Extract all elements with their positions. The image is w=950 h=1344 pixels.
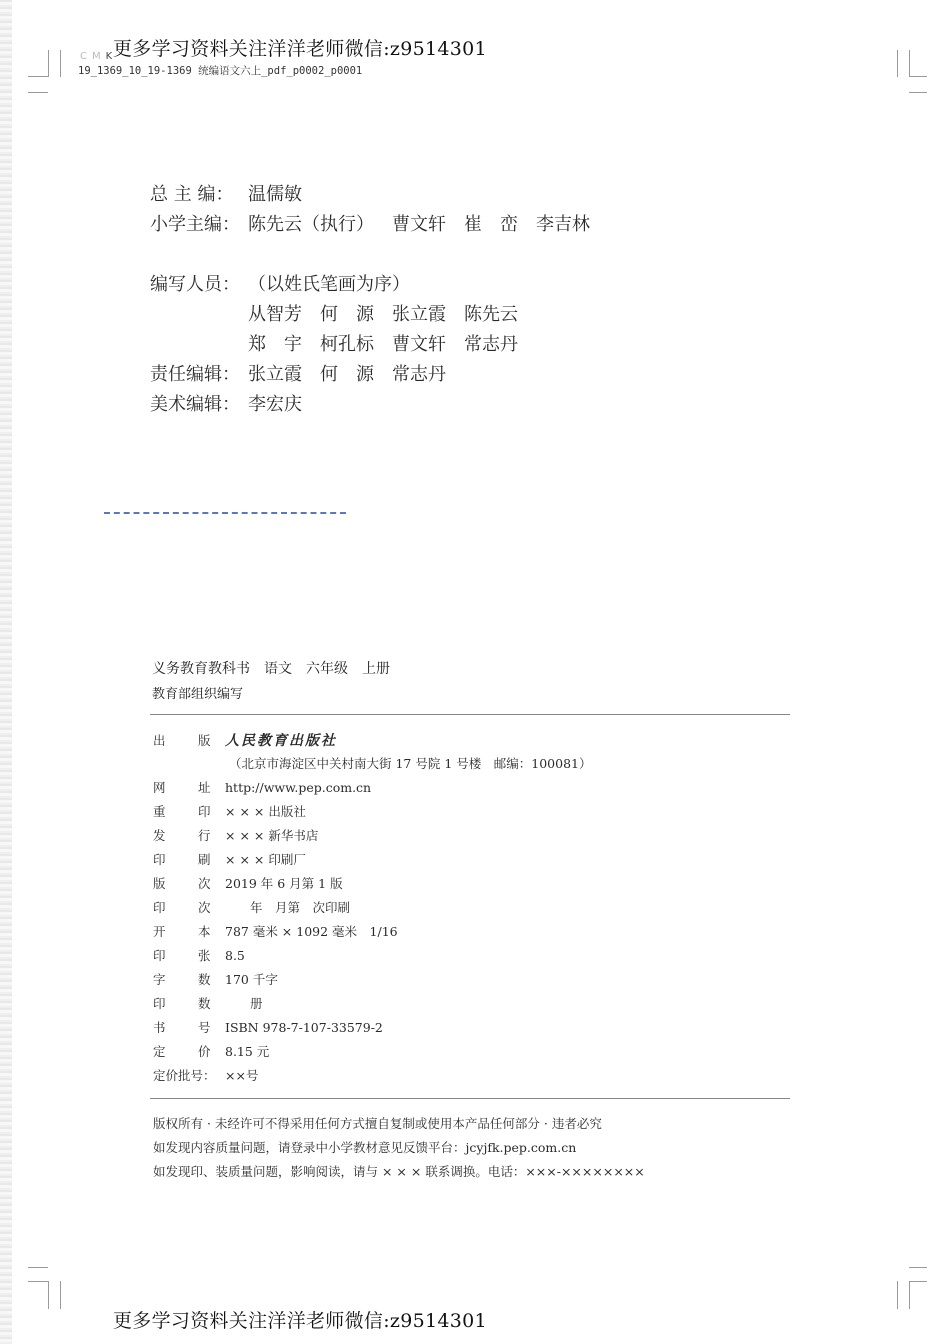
dashed-divider: [104, 512, 346, 514]
info-key: 字: [153, 972, 166, 987]
info-row: [153, 946, 245, 964]
credit-name: 陈先云: [464, 304, 518, 325]
credit-primary-editors: [150, 210, 608, 236]
credit-name: 李吉林: [536, 214, 590, 235]
info-value: 8.15 元: [225, 1044, 270, 1059]
crop-mark-tl-v2: [60, 50, 61, 77]
crop-mark-tr-h: [909, 76, 927, 77]
credit-writers-row-2: [248, 330, 536, 356]
info-value: 787 毫米 × 1092 毫米 1/16: [225, 924, 398, 939]
credit-label: 编写人员：: [150, 274, 240, 295]
credit-name: 常志丹: [392, 364, 446, 385]
info-value: 年 月第 次印刷: [225, 900, 351, 915]
crop-mark-br-v: [897, 1281, 898, 1309]
crop-mark-bl-h2: [28, 1281, 48, 1282]
crop-mark-tr-v: [897, 50, 898, 77]
info-row: [153, 874, 343, 892]
color-mark-m: M: [91, 51, 106, 62]
credit-name: 李宏庆: [248, 394, 302, 415]
credit-name: 郑 宇: [248, 334, 302, 355]
info-value: × × × 印刷厂: [225, 852, 306, 867]
credit-label: 小学主编：: [150, 214, 240, 235]
info-key: 出: [153, 733, 166, 748]
rule-bottom: [150, 1098, 790, 1099]
info-key: 行: [198, 828, 211, 843]
credit-name: 何 源: [320, 304, 374, 325]
info-row: [153, 898, 350, 916]
color-mark-c: C: [80, 51, 92, 62]
info-key: 印: [198, 804, 211, 819]
info-key: 版: [198, 733, 211, 748]
credit-responsible-editors: [150, 360, 464, 386]
series-item: 上册: [362, 661, 390, 677]
publisher-address: （北京市海淀区中关村南大街 17 号院 1 号楼 邮编：100081）: [229, 756, 592, 771]
info-row: [153, 778, 371, 796]
series-item: 语文: [264, 661, 292, 677]
credit-name: 何 源: [320, 364, 374, 385]
info-row: [153, 970, 278, 988]
info-key: 次: [198, 876, 211, 891]
info-value: 8.5: [225, 948, 245, 963]
credit-writers-row-1: [248, 300, 536, 326]
credit-name: 常志丹: [464, 334, 518, 355]
info-key: 版: [153, 876, 166, 891]
credit-name: 柯孔标: [320, 334, 374, 355]
credit-name: 张立霞: [392, 304, 446, 325]
watermark-bottom: 更多学习资料关注洋洋老师微信:z9514301: [113, 1310, 487, 1332]
credit-label: 责任编辑：: [150, 364, 240, 385]
info-row-price-approval: [153, 1066, 258, 1084]
info-value: 册: [225, 996, 263, 1011]
credit-art-editor: [150, 390, 320, 416]
info-row: [153, 850, 306, 868]
crop-mark-bl-v2: [60, 1281, 61, 1309]
notice-print-quality: 如发现印、装质量问题，影响阅读，请与 × × × 联系调换。电话：×××-××××××××: [153, 1164, 645, 1179]
info-value: × × × 出版社: [225, 804, 306, 819]
info-key: 刷: [198, 852, 211, 867]
file-name: 19_1369_10_19-1369 统编语文六上_pdf_p0002_p0001: [78, 65, 363, 77]
color-marks: [80, 51, 117, 62]
color-mark-k: K: [105, 51, 118, 62]
credit-name: 曹文轩: [392, 334, 446, 355]
credit-label: 美术编辑：: [150, 394, 240, 415]
info-row: [153, 826, 318, 844]
info-row: [153, 1042, 269, 1060]
info-key: 重: [153, 804, 166, 819]
info-key: 定价批号：: [153, 1068, 216, 1083]
info-key: 次: [198, 900, 211, 915]
info-key: 址: [198, 780, 211, 795]
info-key: 本: [198, 924, 211, 939]
series-item: 义务教育教科书: [152, 661, 250, 677]
notice-copyright: 版权所有 · 未经许可不得采用任何方式擅自复制或使用本产品任何部分 · 违者必究: [153, 1116, 602, 1131]
info-row-publisher: [153, 730, 337, 750]
crop-mark-tr-h2: [909, 92, 927, 93]
crop-mark-tr-v2: [909, 50, 910, 77]
scan-edge: [0, 0, 12, 1344]
credit-name: 崔 峦: [464, 214, 518, 235]
organization: 教育部组织编写: [152, 687, 244, 702]
info-key: 号: [198, 1020, 211, 1035]
credit-writers: [150, 270, 410, 296]
info-key: 数: [198, 972, 211, 987]
info-value: 170 千字: [225, 972, 278, 987]
crop-mark-bl-h: [28, 1267, 48, 1268]
info-value: ××号: [225, 1068, 259, 1083]
info-key: 发: [153, 828, 166, 843]
crop-mark-bl-v: [48, 1281, 49, 1309]
info-key: 印: [153, 900, 166, 915]
info-key: 网: [153, 780, 166, 795]
info-key: 书: [153, 1020, 166, 1035]
credit-name: 温儒敏: [248, 184, 302, 205]
notice-content-feedback: 如发现内容质量问题，请登录中小学教材意见反馈平台：jcyjfk.pep.com.cn: [153, 1140, 577, 1155]
series-item: 六年级: [306, 661, 348, 677]
credit-note: （以姓氏笔画为序）: [248, 274, 410, 295]
crop-mark-tl-h2: [28, 92, 48, 93]
credit-label: 总 主 编：: [150, 184, 234, 205]
publisher-signature: 人民教育出版社: [225, 733, 337, 749]
credit-name: 张立霞: [248, 364, 302, 385]
info-row: [153, 994, 263, 1012]
crop-mark-br-h: [909, 1267, 927, 1268]
credit-chief-editor: [150, 180, 320, 206]
info-value[interactable]: http://www.pep.com.cn: [225, 780, 372, 795]
info-key: 定: [153, 1044, 166, 1059]
series-line: [152, 658, 404, 678]
crop-mark-tl-v: [48, 50, 49, 77]
credit-name: 陈先云（执行）: [248, 214, 374, 235]
info-key: 价: [198, 1044, 211, 1059]
info-key: 数: [198, 996, 211, 1011]
credit-name: 曹文轩: [392, 214, 446, 235]
rule-top: [150, 714, 790, 715]
info-key: 开: [153, 924, 166, 939]
info-key: 张: [198, 948, 211, 963]
watermark-top: 更多学习资料关注洋洋老师微信:z9514301: [113, 38, 487, 60]
info-value: × × × 新华书店: [225, 828, 319, 843]
crop-mark-tl-h: [28, 76, 48, 77]
info-row: [153, 802, 306, 820]
info-key: 印: [153, 996, 166, 1011]
info-key: 印: [153, 852, 166, 867]
credit-name: 从智芳: [248, 304, 302, 325]
info-row: [153, 1018, 383, 1036]
info-value: ISBN 978-7-107-33579-2: [225, 1020, 383, 1035]
info-value: 2019 年 6 月第 1 版: [225, 876, 343, 891]
info-key: 印: [153, 948, 166, 963]
info-row: [153, 922, 398, 940]
crop-mark-br-v2: [909, 1281, 910, 1309]
crop-mark-br-h2: [909, 1281, 927, 1282]
